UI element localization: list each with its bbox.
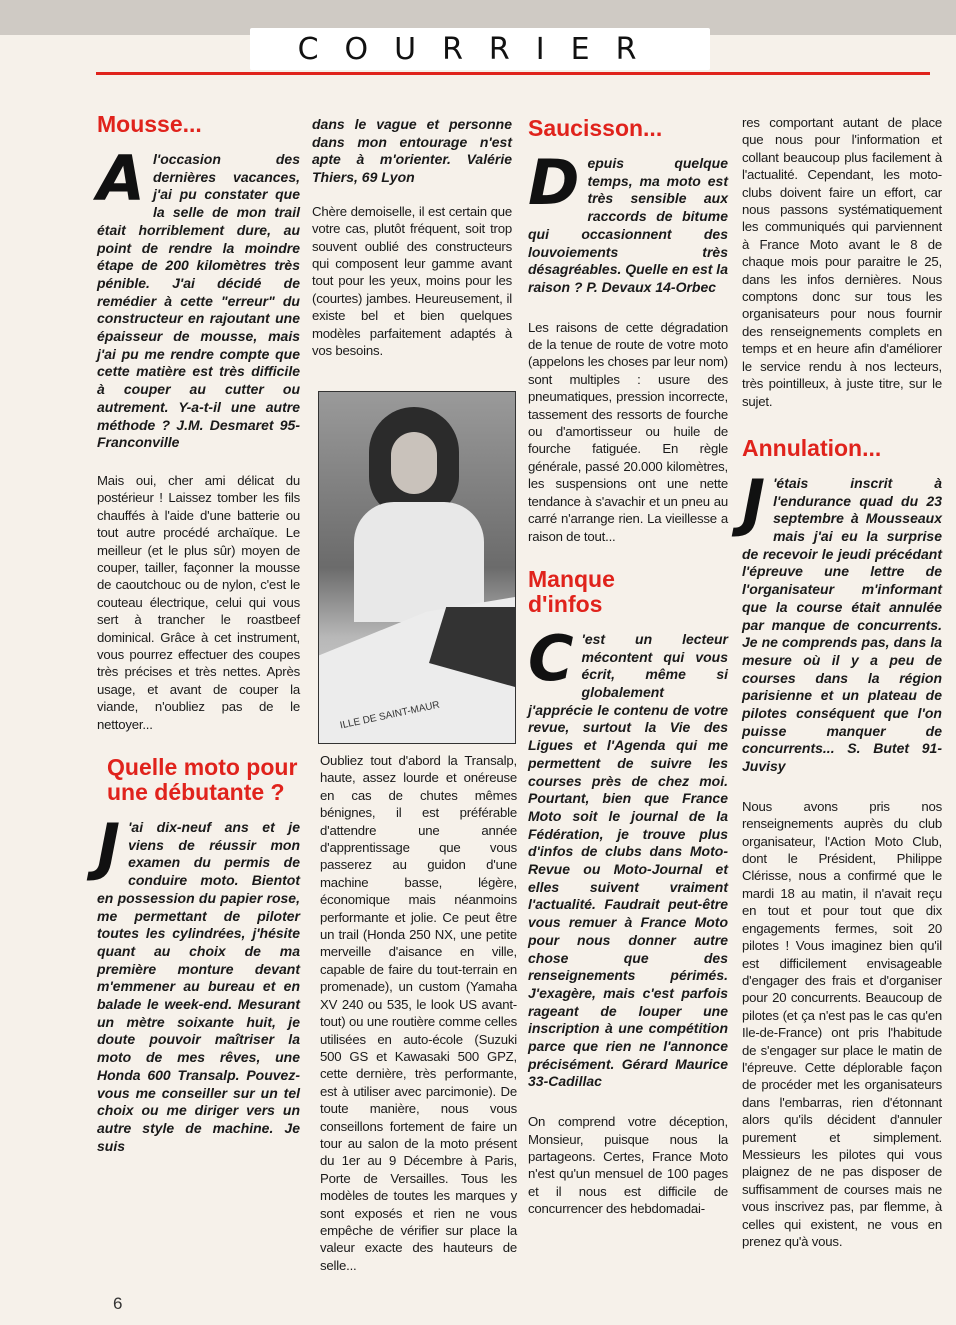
- reader-letter: [528, 146, 728, 297]
- letter-text: 'étais inscrit à l'endurance quad du 23 septembre à Mousseaux mais j'ai eu la surprise de recevoir le jeudi précédant l'épreuve une lettre de l'organisateur m'informant que la course était annulée par manque de concurrents. Je ne comprends pas, dans la mesure où il y a peu de courses dans la région parisienne et un plateau de pilotes conséquent que l'on puisse manquer de concurrents... S. Butet 91-Juvisy: [742, 474, 942, 775]
- drop-cap: C: [528, 621, 574, 695]
- reader-letter: [97, 810, 300, 1155]
- section-header: [250, 28, 710, 70]
- reply-text: Chère demoiselle, il est certain que votre cas, plutôt fréquent, soit trop souvent oublié des constructeurs qui composent leur gamme avant tout pour les yeux, moins pour les (courtes) jambes. Heureusement, il existe bel et bien quelques modèles parfaitement adaptés à vos besoins.: [312, 203, 512, 359]
- letter-text: 'est un lecteur mécontent qui vous écrit, même si globalement j'apprécie le contenu de votre revue, surtout la Vie des Ligues et l'Agenda qui me permettent de suivre les courses près de chez moi. Pourtant, bien que France Moto soit le journal de la Fédération, je trouve plus d'infos de clubs dans Moto-Revue ou Moto-Journal et elles suivent vraiment l'actualité. Faudrait peut-être vous remuer à France Moto pour nous donner autre chose que des renseignements périmés. J'exagère, mais c'est parfois rageant de louper une inscription à une compétition parce que rien ne l'annonce précisément. Gérard Maurice 33-Cadillac: [528, 630, 728, 1090]
- reply-text: Nous avons pris nos renseignements auprès du club organisateur, l'Action Moto Club, dont le Président, Philippe Clérisse, nous a confirmé que le mardi 18 au matin, il n'avait reçu en tout et pour tout que dix engagements fermes, soit 20 pilotes ! Vous imaginez bien qu'il est difficilement envisageable d'engager des frais et d'organiser pour 20 concurrents. Beaucoup de pilotes (et ça n'est pas le cas qu'en Ile-de-France) ont pris l'habitude de s'engager sur place le matin de l'épreuve. Cette déplorable façon de procéder met les organisateurs dans l'embarras, rien d'étonnant alors qu'ils décident d'annuler purement et simplement. Messieurs les pilotes qui vous plaignez de ne pas disposer de suffisamment de courses mais ne vous inscrivez pas, par flemme, à celles qui existent, ne vous en prenez qu'à vous.: [742, 798, 942, 1250]
- reply-text: Mais oui, cher ami délicat du postérieur ! Laissez tomber les fils chauffés à l'aide d'une batterie ou tout autre procédé archaïque. Le meilleur (et le plus sûr) moyen de couper, tailler, façonner la mousse de caoutchouc ou de nylon, c'est le couteau électrique, celui qui vous sert à trancher le roastbeef dominical. Grâce à cet instrument, vous pourrez effectuer des coupes très précises et très nettes. Après usage, et avant de couper la viande, n'oubliez pas de le nettoyer...: [97, 472, 300, 732]
- article-heading: Mousse...: [97, 111, 202, 137]
- letter-text: 'ai dix-neuf ans et je viens de réussir mon examen du permis de conduire moto. Bientot en possession du papier rose, me permettant de piloter toutes les cylindrées, j'hésite quant au choix de ma première monture devant m'emmener au bureau et en balade le week-end. Mesurant un mètre soixante huit, je doute pouvoir maîtriser la moto de mes rêves, une Honda 600 Transalp. Pouvez-vous me conseiller sur un tel choix ou me diriger vers un autre style de machine. Je suis: [97, 819, 300, 1154]
- column-3: [528, 116, 728, 1218]
- reply-text: Les raisons de cette dégradation de la tenue de route de votre moto (appelons les choses par leur nom) sont multiples : usure des pneumatiques, pression incorrecte, tassement des ressorts de fourche ou d'amortisseur ou huile de fourche fatiguée. En règle générale, passé 20.000 kilomètres, les suspensions ont une nette tendance à s'avachir et un pneu au carré n'arrange rien. La vieillesse a raison de tout...: [528, 319, 728, 544]
- column-4: [742, 114, 942, 1250]
- column-2-lower: [320, 752, 517, 1274]
- section-title: COURRIER: [297, 32, 663, 67]
- header-rule: [96, 72, 930, 75]
- article-heading: Saucisson...: [528, 115, 663, 141]
- reader-letter: [528, 621, 728, 1091]
- page-number: 6: [113, 1294, 123, 1313]
- article-heading: Annulation...: [742, 434, 882, 461]
- article-annulation: [742, 436, 942, 1251]
- article-mousse: [97, 112, 300, 733]
- letter-text: epuis quelque temps, ma moto est très sensible aux raccords de bitume qui occasionnent des louvoiements très désagréables. Quelle en est la raison ? P. Devaux 14-Orbec: [528, 155, 728, 295]
- article-heading: Quelle moto pour une débutante ?: [107, 754, 298, 806]
- article-heading: Manque d'infos: [528, 565, 615, 617]
- reply-text-continuation: res comportant autant de place que nous pour l'information et collant beaucoup plus facilement à l'actualité. Cependant, les moto-clubs doivent faire un effort, car nous passons systématiquement les communiqués qui parviennent à France Moto avant le 8 de chaque mois pour paraitre le 25, dans les infos dernières. Nous comptons donc sur tous les organisateurs pour nous fournir des renseignements complets en temps et en heure afin d'améliorer le service rendu à nos lecteurs, très pointilleux, à juste titre, sur le sujet.: [742, 115, 942, 409]
- article-quelle-moto: [97, 755, 300, 1155]
- article-manque-infos: [528, 567, 728, 1218]
- reader-letter: [97, 142, 300, 452]
- reply-text: On comprend votre déception, Monsieur, puisque nous la partageons. Certes, France Moto n'est qu'un mensuel de 100 pages et il nous est difficile de concurrencer des hebdomadai-: [528, 1114, 728, 1217]
- fairing-lettering: ILLE DE SAINT-MAUR: [338, 699, 441, 732]
- drop-cap: J: [97, 810, 121, 884]
- rider-photo: [318, 391, 516, 744]
- drop-cap: A: [97, 142, 145, 215]
- reader-letter: [742, 465, 942, 776]
- letter-continuation: dans le vague et personne dans mon entourage n'est apte à m'orienter. Valérie Thiers, 69 Lyon: [312, 116, 512, 186]
- drop-cap: J: [742, 465, 766, 539]
- reply-text: Oubliez tout d'abord la Transalp, haute, assez lourde et onéreuse en cas de chutes mêmes bénignes, il est préférable d'attendre une année d'apprentissage que vous passerez au guidon d'une machine basse, légère, économique mais néanmoins performante et jolie. Ce peut être un trail (Honda 250 NX, une petite merveille d'aisance en ville, capable de faire du tout-terrain en promenade), un custom (Yamaha XV 240 ou 535, le look US avant-tout) ou une routière comme celles utilisées en auto-école (Suzuki 500 GS et Kawasaki 500 GPZ, cette dernière, très performante, est à utiliser avec parcimonie). De toute manière, nous vous conseillons fortement de faire un tour au salon de la moto présent du 1er au 9 Décembre à Paris, Porte de Versailles. Tous les modèles de toutes les marques y sont exposés et rien ne vous empêche de vérifier sur place la valeur exacte des hauteurs de selle...: [320, 753, 517, 1273]
- column-2: [312, 116, 512, 359]
- letter-text: l'occasion des dernières vacances, j'ai pu constater que la selle de mon trail était horriblement dure, au point de rendre la moindre étape de 200 kilomètres très pénible. J'ai décidé de remédier à cette "erreur" du constructeur en rajoutant une épaisseur de mousse, mais j'ai pu me rendre compte que cette matière est très difficile à couper au cutter ou autrement. Y-a-t-il une autre méthode ? J.M. Desmaret 95-Franconville: [97, 151, 300, 451]
- column-1: [97, 112, 300, 1155]
- drop-cap: D: [528, 146, 580, 219]
- rider-suit: [354, 502, 484, 622]
- article-saucisson: [528, 116, 728, 545]
- rider-face: [391, 432, 437, 494]
